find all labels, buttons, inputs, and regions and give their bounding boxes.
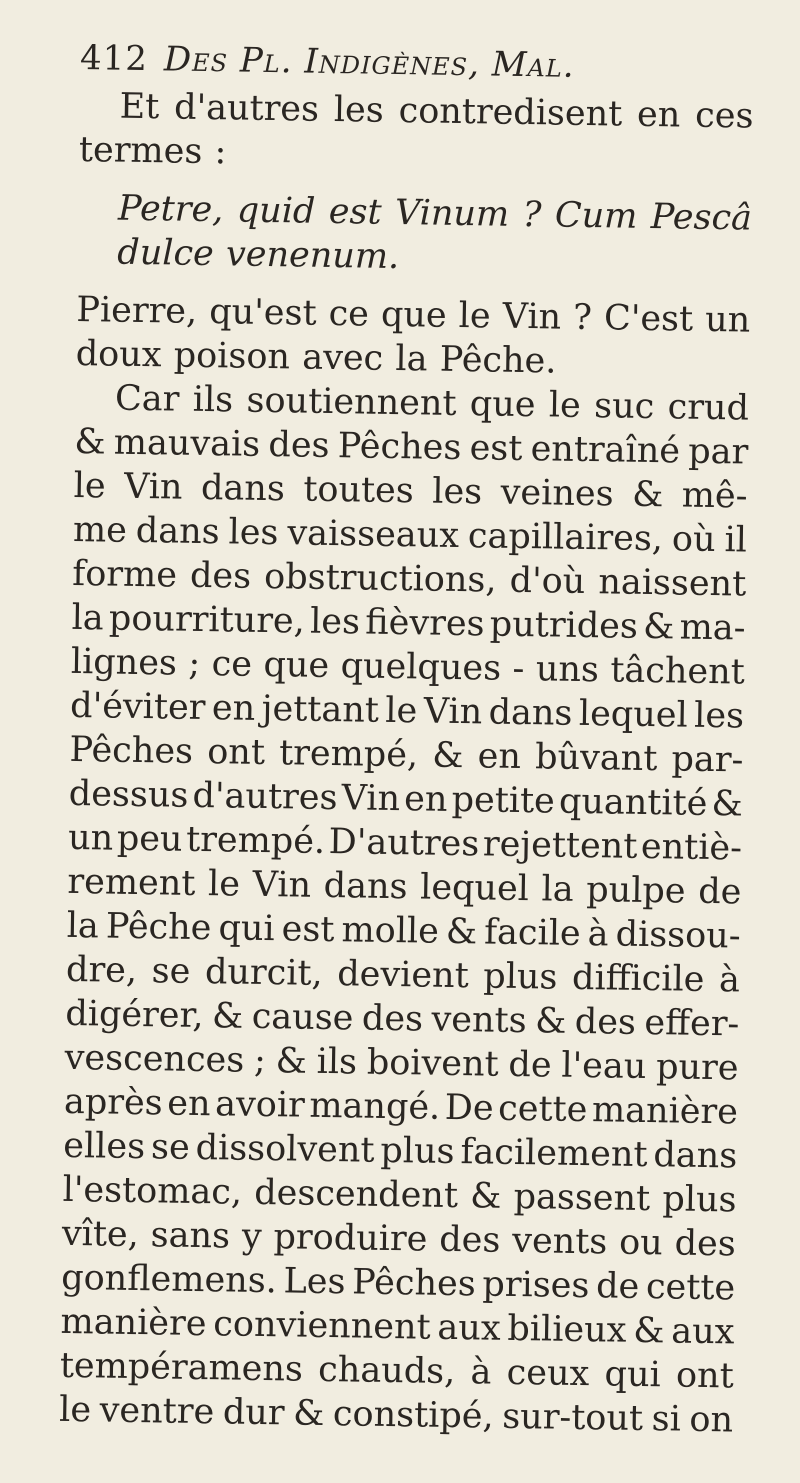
text-line: forme des obstructions, d'où naissent [71, 553, 747, 605]
text-line: dulce venenum. [117, 232, 400, 278]
text-line: digérer, & cause des vents & des effer- [65, 993, 740, 1045]
text-line: dre, se durcit, devient plus difficile à [65, 949, 741, 1001]
paragraph-main [59, 376, 750, 1442]
text-line: Petre, quid est Vinum ? Cum Pescâ [117, 188, 753, 239]
text-line: le ventre dur & constipé, sur-tout si on [58, 1389, 734, 1441]
text-line: lignes ; ce que quelques - uns tâchent [70, 641, 746, 693]
text-line: Et d'autres les contredisent en ces [119, 86, 754, 137]
text-line: vescences ; & ils boivent de l'eau pure [64, 1037, 739, 1089]
running-title: Des Pl. Indigènes, Mal. [163, 39, 575, 86]
text-line: me dans les vaisseaux capillaires, où il [72, 509, 748, 561]
text-line: tempéramens chauds, à ceux qui ont [59, 1345, 735, 1397]
page-body [59, 84, 754, 1442]
text-line: après en avoir mangé. De cette manière [63, 1081, 739, 1133]
text-line: Car ils soutiennent que le suc crud [114, 378, 750, 429]
text-line: Pêches ont trempé, & en bûvant par- [69, 729, 744, 781]
latin-quote [77, 186, 752, 285]
text-line: vîte, sans y produire des vents ou des [61, 1213, 737, 1265]
translation-paragraph [75, 288, 750, 387]
paragraph-intro [79, 84, 754, 183]
page-header [80, 38, 755, 93]
text-line: & mauvais des Pêches est entraîné par [74, 421, 749, 473]
text-line: gonflemens. Les Pêches prises de cette [60, 1257, 736, 1309]
text-line: elles se dissolvent plus facilement dans [63, 1125, 738, 1177]
text-line: le Vin dans toutes les veines & mê- [73, 465, 748, 517]
text-line: termes : [78, 129, 227, 173]
text-line: Pierre, qu'est ce que le Vin ? C'est un [76, 289, 751, 341]
text-line: manière conviennent aux bilieux & aux [60, 1301, 735, 1353]
text-line: dessus d'autres Vin en petite quantité & [68, 773, 744, 825]
text-line: doux poison avec la Pêche. [75, 333, 557, 382]
text-line: un peu trempé. D'autres rejettent entiè- [67, 817, 743, 869]
page-number: 412 [79, 38, 149, 80]
text-line: d'éviter en jettant le Vin dans lequel les [69, 685, 745, 737]
text-line: la pourriture, les fièvres putrides & ma- [71, 597, 746, 649]
text-line: la Pêche qui est molle & facile à dissou- [66, 905, 741, 957]
text-line: rement le Vin dans lequel la pulpe de [67, 861, 742, 913]
text-line: l'estomac, descendent & passent plus [62, 1169, 737, 1221]
